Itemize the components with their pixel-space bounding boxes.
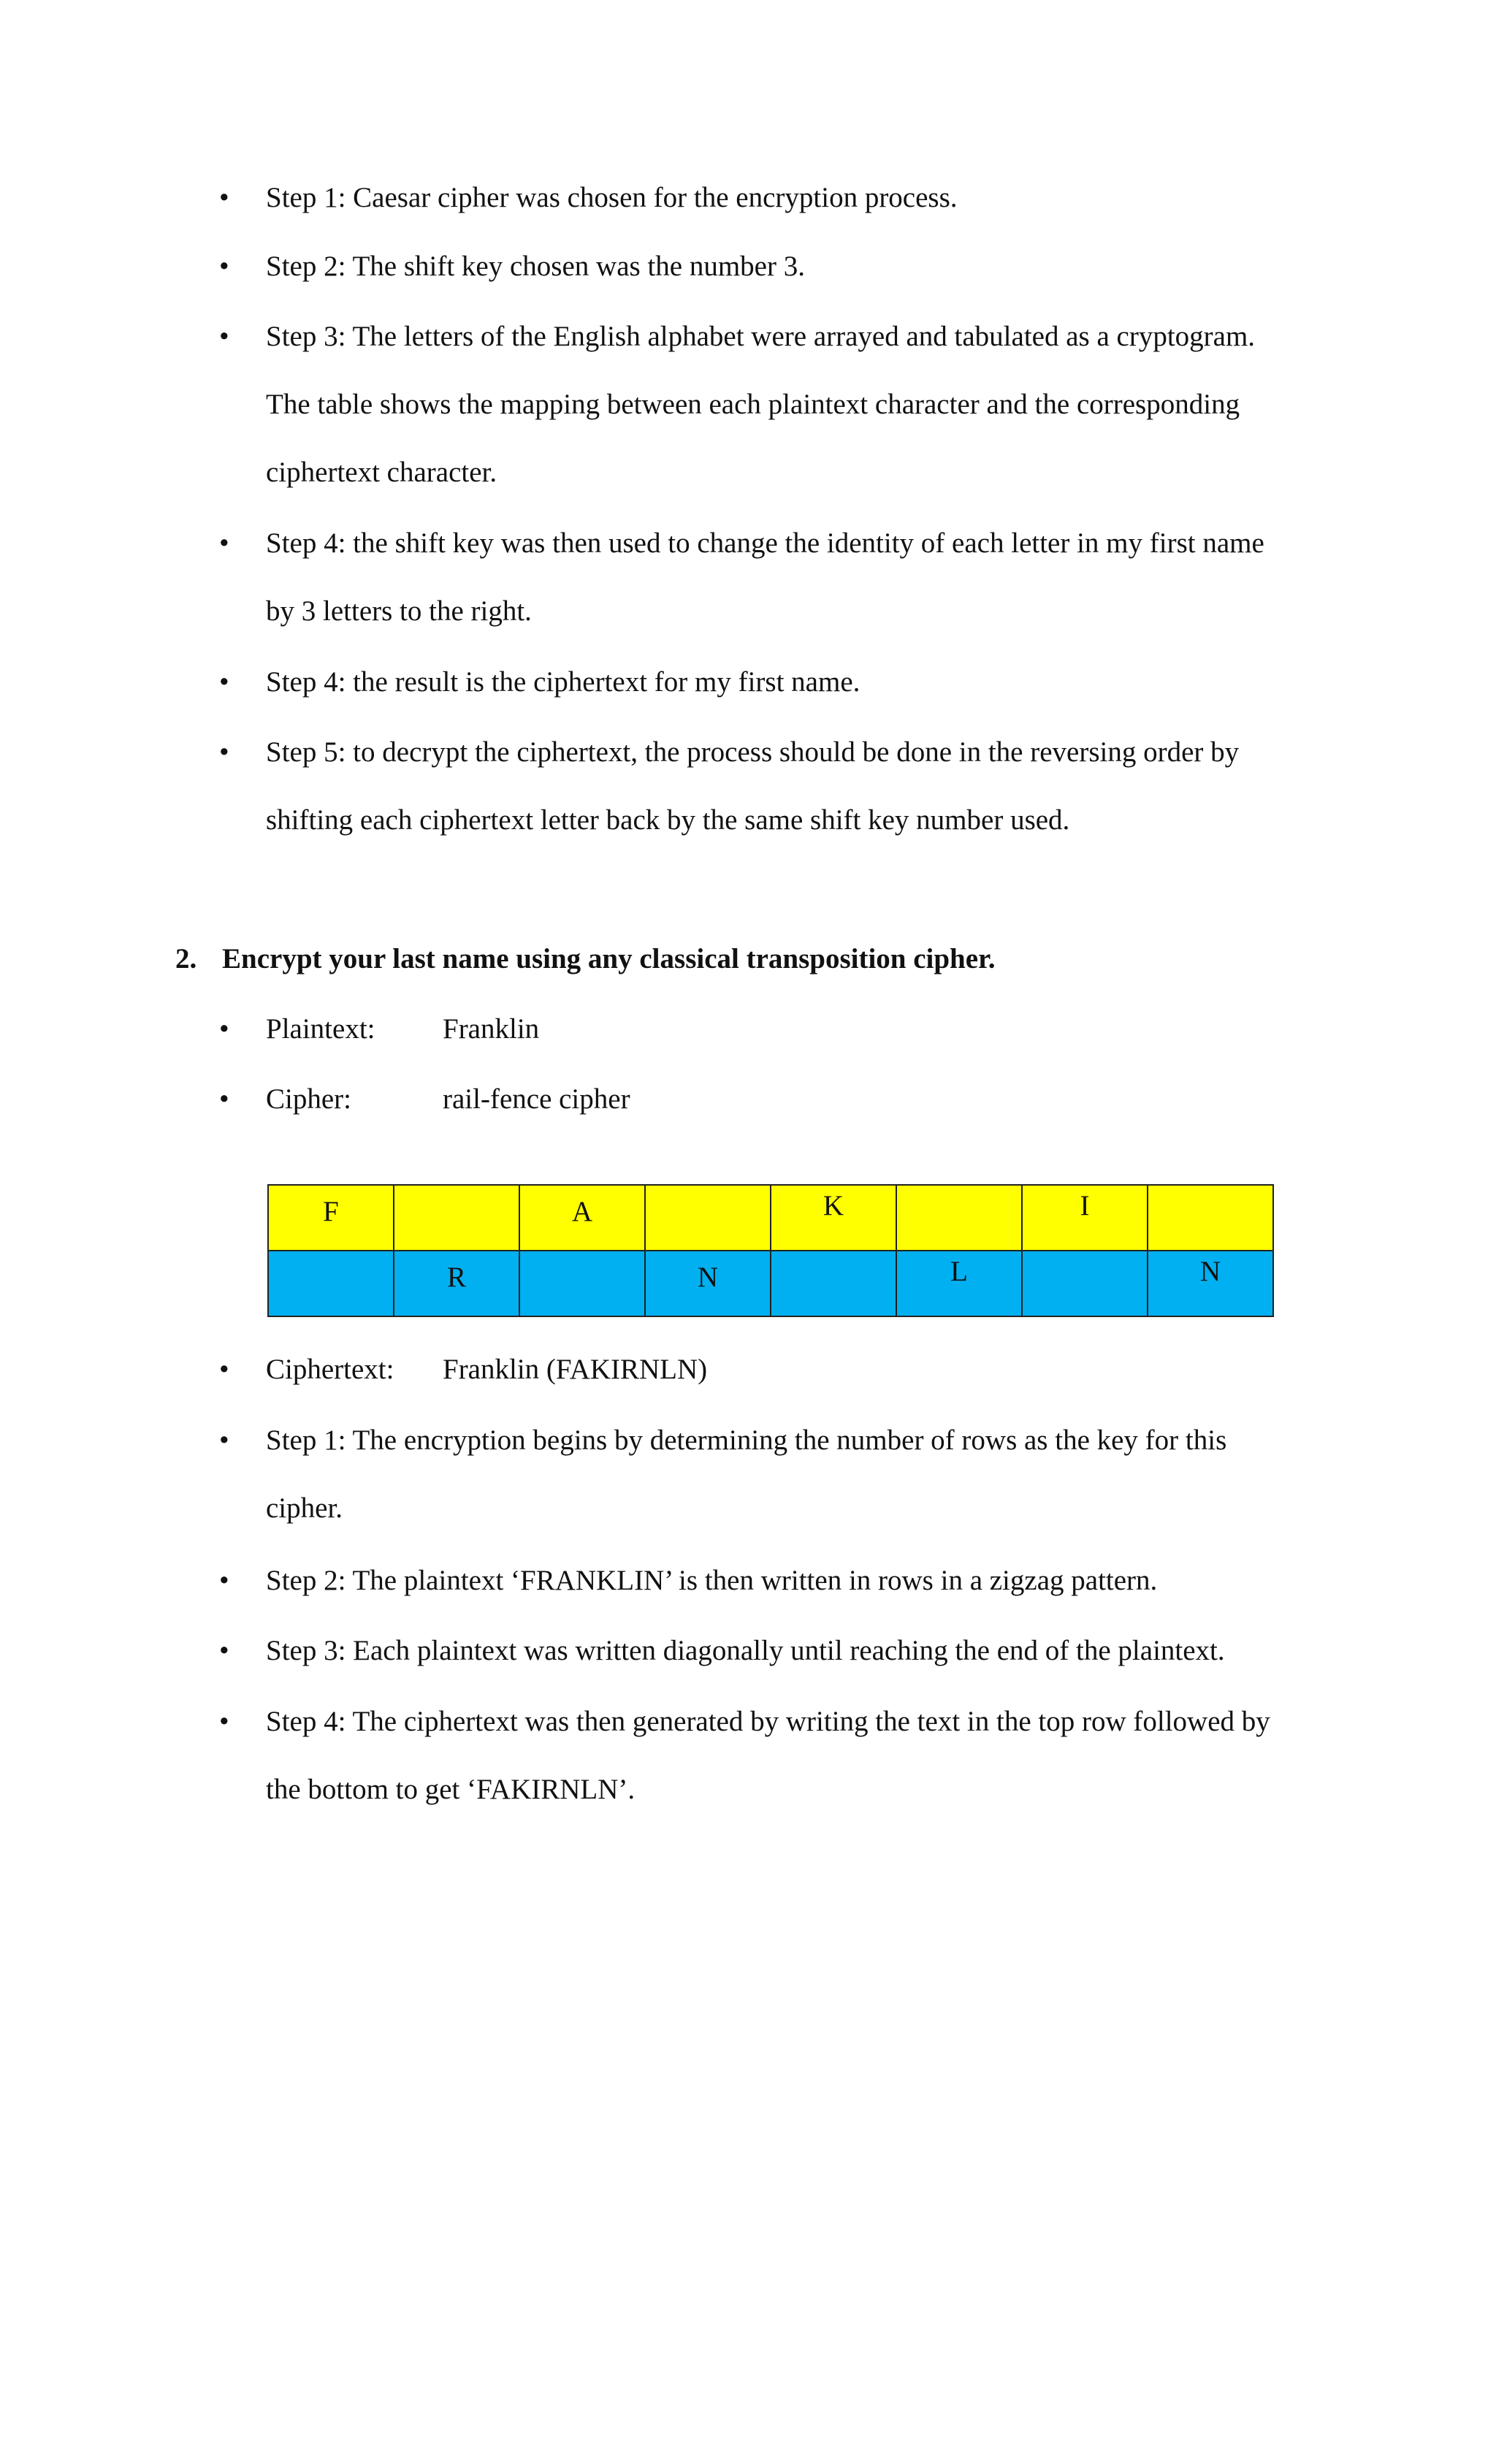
bullet-icon: • <box>219 182 229 213</box>
step-text: shifting each ciphertext letter back by the same shift key number used. <box>266 804 1070 836</box>
bullet-icon: • <box>219 251 229 282</box>
bottom-rail-row <box>268 1251 1273 1316</box>
step-text: Step 5: to decrypt the ciphertext, the process should be done in the reversing order by <box>266 736 1240 768</box>
step-text: Step 2: The plaintext ‘FRANKLIN’ is then written in rows in a zigzag pattern. <box>266 1565 1158 1596</box>
bullet-icon: • <box>219 736 229 768</box>
step-text: Step 4: the shift key was then used to change the identity of each letter in my first name <box>266 527 1264 559</box>
bullet-icon: • <box>219 1565 229 1596</box>
bullet-icon: • <box>219 527 229 559</box>
section-number: 2. <box>175 943 197 974</box>
bottom-rail-cell <box>519 1251 645 1316</box>
ciphertext-label: Ciphertext: <box>266 1354 394 1385</box>
top-rail-cell <box>645 1185 771 1251</box>
bullet-icon: • <box>219 1424 229 1456</box>
step-text: Step 1: Caesar cipher was chosen for the encryption process. <box>266 182 958 213</box>
bullet-icon: • <box>219 1083 229 1115</box>
bullet-icon: • <box>219 1013 229 1045</box>
cipher-label: Cipher: <box>266 1083 351 1115</box>
step-text: the bottom to get ‘FAKIRNLN’. <box>266 1774 636 1805</box>
step-text: ciphertext character. <box>266 457 497 488</box>
step-text: The table shows the mapping between each plaintext character and the corresponding <box>266 389 1240 420</box>
section-heading <box>175 925 996 993</box>
step-text: Step 2: The shift key chosen was the number 3. <box>266 251 805 282</box>
bullet-icon: • <box>219 1706 229 1737</box>
bottom-rail-cell: L <box>896 1251 1022 1316</box>
step-text: by 3 letters to the right. <box>266 595 532 627</box>
bullet-icon: • <box>219 666 229 698</box>
bottom-rail-cell <box>1022 1251 1148 1316</box>
top-rail-cell: I <box>1022 1185 1148 1251</box>
top-rail-cell <box>394 1185 519 1251</box>
top-rail-cell: F <box>268 1185 394 1251</box>
step-text: Step 4: the result is the ciphertext for my first name. <box>266 666 860 698</box>
section-title: Encrypt your last name using any classical transposition cipher. <box>222 943 996 974</box>
top-rail-row <box>268 1185 1273 1251</box>
bottom-rail-cell: R <box>394 1251 519 1316</box>
bullet-icon: • <box>219 1635 229 1666</box>
bullet-icon: • <box>219 321 229 352</box>
step-text: Step 4: The ciphertext was then generated by writing the text in the top row followed by <box>266 1706 1270 1737</box>
top-rail-cell: A <box>519 1185 645 1251</box>
bottom-rail-cell <box>771 1251 896 1316</box>
step-text: Step 3: The letters of the English alphabet were arrayed and tabulated as a cryptogram. <box>266 321 1256 352</box>
step-text: Step 3: Each plaintext was written diagonally until reaching the end of the plaintext. <box>266 1635 1225 1666</box>
cipher-value: rail-fence cipher <box>443 1083 630 1115</box>
bullet-icon: • <box>219 1354 229 1385</box>
plaintext-value: Franklin <box>443 1013 540 1045</box>
step-text: cipher. <box>266 1492 343 1524</box>
top-rail-cell <box>1148 1185 1273 1251</box>
bottom-rail-cell: N <box>1148 1251 1273 1316</box>
top-rail-cell: K <box>771 1185 896 1251</box>
step-text: Step 1: The encryption begins by determining the number of rows as the key for this <box>266 1424 1227 1456</box>
bottom-rail-cell <box>268 1251 394 1316</box>
bottom-rail-cell: N <box>645 1251 771 1316</box>
ciphertext-value: Franklin (FAKIRNLN) <box>443 1354 708 1385</box>
plaintext-label: Plaintext: <box>266 1013 375 1045</box>
rail-fence-table <box>267 1184 1274 1317</box>
top-rail-cell <box>896 1185 1022 1251</box>
